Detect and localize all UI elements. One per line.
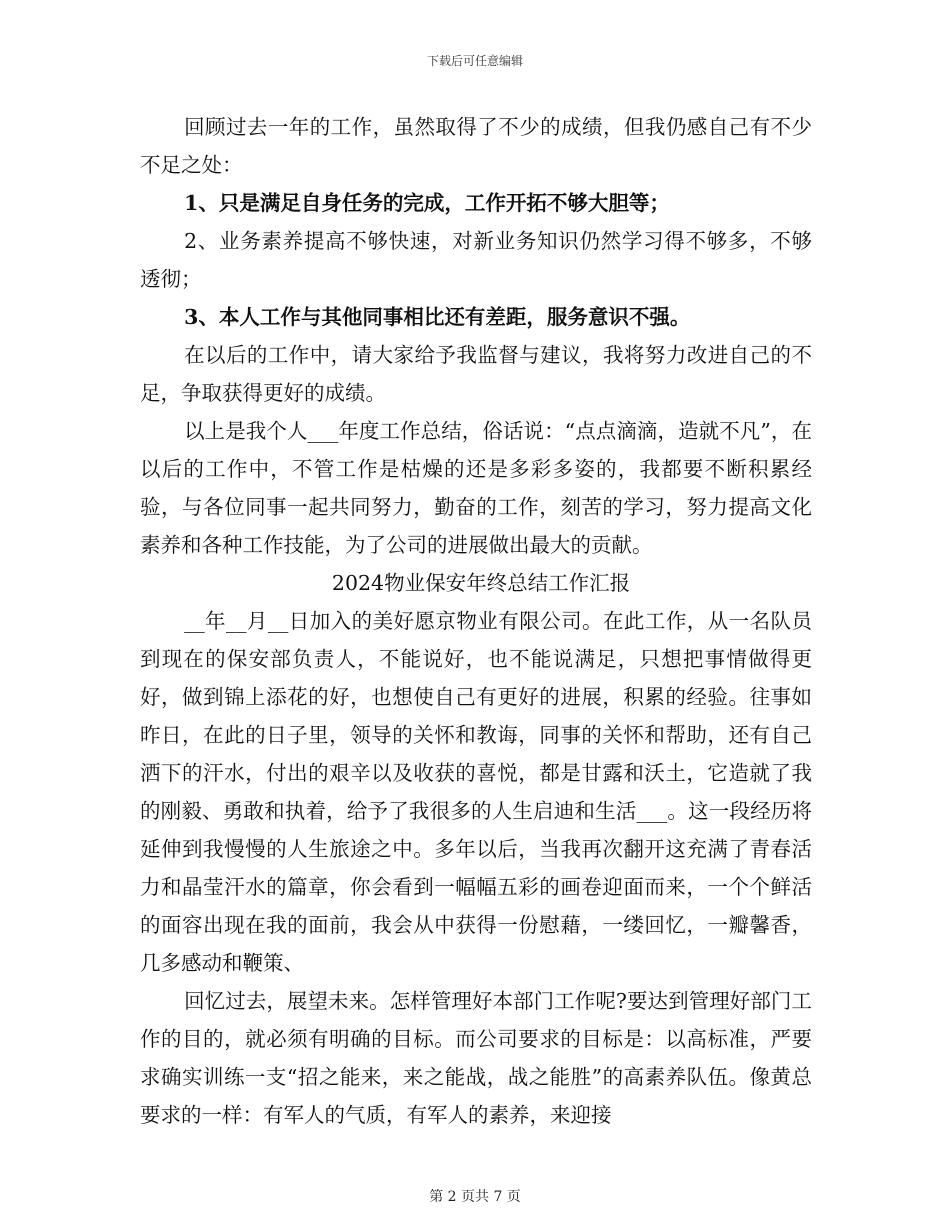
paragraph-future-work: 在以后的工作中，请大家给予我监督与建议，我将努力改进自己的不足，争取获得更好的成绩。	[140, 343, 812, 405]
section-title: 2024物业保安年终总结工作汇报	[331, 571, 631, 595]
paragraph-joining: __年__月__日加入的美好愿京物业有限公司。在此工作，从一名队员到现在的保安部负责人，不能说好，也不能说满足，只想把事情做得更好，做到锦上添花的好，也想使自己有更好的进展，积累的经验。往事如昨日，在此的日子里，领导的关怀和教诲，同事的关怀和帮助，还有自己洒下的汗水，付出的艰辛以及收获的喜悦，都是甘露和沃土，它造就了我的刚毅、勇敢和执着，给予了我很多的人生启迪和生活___。这一段经历将延伸到我慢慢的人生旅途之中。多年以后，当我再次翻开这充满了青春活力和晶莹汗水的篇章，你会看到一幅幅五彩的画卷迎面而来，一个个鲜活的面容出现在我的面前，我会从中获得一份慰藉，一缕回忆，一瓣馨香，几多感动和鞭策、	[140, 609, 812, 975]
page-header-note: 下载后可任意编辑	[426, 54, 523, 68]
document-body	[140, 108, 812, 1134]
paragraph-shortcoming-2: 2、业务素养提高不够快速，对新业务知识仍然学习得不够多，不够透彻；	[140, 229, 812, 291]
paragraph-review: 回顾过去一年的工作，虽然取得了不少的成绩，但我仍感自己有不少不足之处：	[140, 115, 812, 177]
paragraph-shortcoming-1: 1、只是满足自身任务的完成，工作开拓不够大胆等；	[184, 191, 670, 215]
paragraph-summary: 以上是我个人___年度工作总结，俗话说：“点点滴滴，造就不凡”，在以后的工作中，不管工作是枯燥的还是多彩多姿的，我都要不断积累经验，与各位同事一起共同努力，勤奋的工作，刻苦的学习，努力提高文化素养和各种工作技能，为了公司的进展做出最大的贡献。	[140, 419, 812, 557]
paragraph-shortcoming-3: 3、本人工作与其他同事相比还有差距，服务意识不强。	[184, 305, 691, 329]
paragraph-looking-forward: 回忆过去，展望未来。怎样管理好本部门工作呢?要达到管理好部门工作的目的，就必须有明确的目标。而公司要求的目标是：以高标准，严要求确实训练一支“招之能来，来之能战，战之能胜”的高素养队伍。像黄总要求的一样：有军人的气质，有军人的素养，来迎接	[140, 989, 812, 1127]
page-number: 第 2 页共 7 页	[429, 1189, 521, 1205]
